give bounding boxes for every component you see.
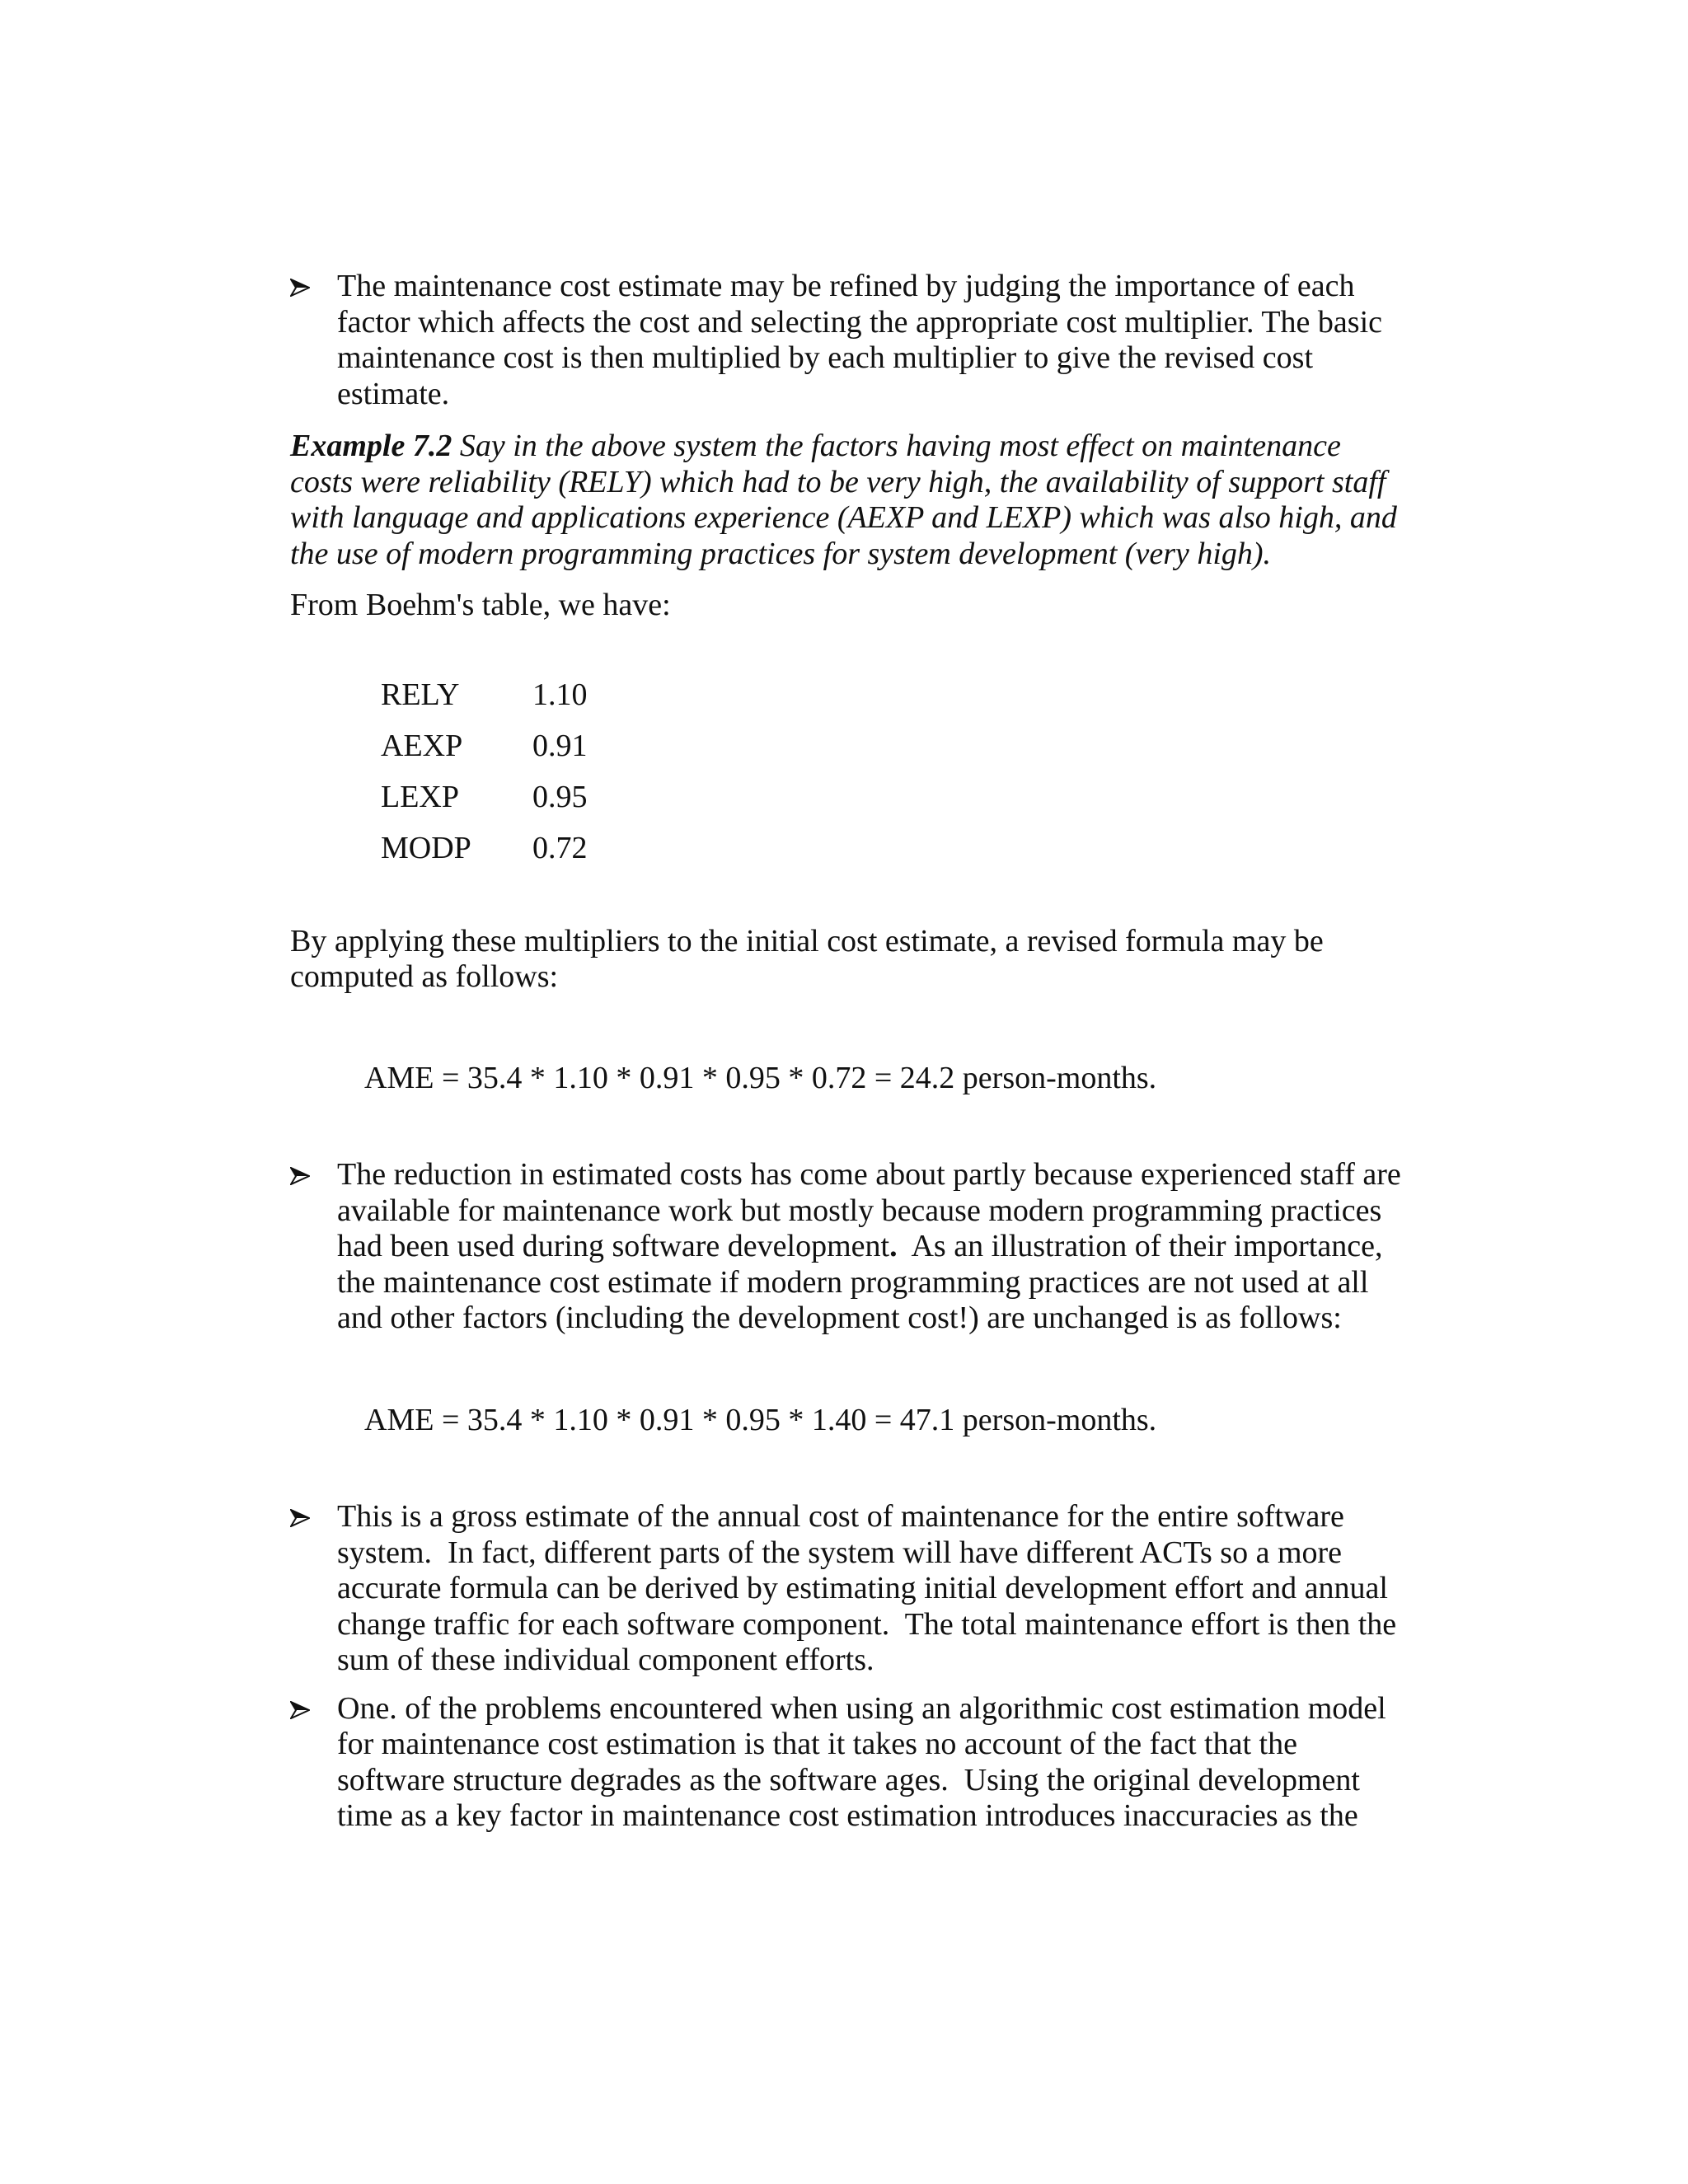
multiplier-value: 0.95 [532,779,588,814]
example-text: Say in the above system the factors having most effect on maintenance costs were reliability (RELY) which had to be very high, the availability of support staff with language and applications experience (AEXP and LEXP) which was also high, and the use of modern programming practices for system development (very high). [290,429,1397,571]
bullet-text [337,1157,1411,1337]
arrowhead-bullet-icon [290,1499,320,1527]
table-row [381,721,588,772]
formula-revised: AME = 35.4 * 1.10 * 0.91 * 0.95 * 0.72 = 24.2 person-months. [364,1060,1157,1095]
multiplier-value: 0.72 [532,830,588,865]
bullet-item-refine [290,269,1411,412]
bullet-text: The maintenance cost estimate may be refined by judging the importance of each factor which affects the cost and selecting the appropriate cost multiplier. The basic maintenance cost is then multiplied by each multiplier to give the revised cost estimate. [337,269,1382,411]
bullet-item-reduction [290,1157,1411,1337]
arrowhead-bullet-icon [290,1157,320,1185]
bullet-text-part2: As an illustration of their importance, the maintenance cost estimate if modern programming practices are not used at all and other factors (including the development cost!) are unchanged is as follows: [337,1229,1390,1335]
multiplier-name: AEXP [381,728,463,763]
arrowhead-bullet-icon [290,1691,320,1719]
multiplier-name: MODP [381,830,471,865]
bullet-text-part1: The reduction in estimated costs has come about partly because experienced staff are available for maintenance work but mostly because modern programming practices had been used during software development [337,1157,1401,1263]
table-row [381,670,588,721]
formula-no-modp: AME = 35.4 * 1.10 * 0.91 * 0.95 * 1.40 = 47.1 person-months. [364,1402,1157,1437]
bullet-item-problems [290,1691,1411,1835]
bullet-text: One. of the problems encountered when using an algorithmic cost estimation model for maintenance cost estimation is that it takes no account of the fact that the software structure degrades as the software ages. Using the original development time as a key factor in maintenance cost estimation introduces inaccuracies as the [337,1690,1395,1833]
applying-paragraph: By applying these multipliers to the initial cost estimate, a revised formula may be computed as follows: [290,923,1324,994]
bullet-text: This is a gross estimate of the annual cost of maintenance for the entire software system. In fact, different parts of the system will have different ACTs so a more accurate formula can be derived by estimating initial development effort and annual change traffic for each software component. The total maintenance effort is then the sum of these individual component efforts. [337,1499,1404,1677]
example-label: Example 7.2 [290,429,452,463]
from-table-text: From Boehm's table, we have: [290,588,671,622]
multiplier-value: 1.10 [532,677,588,712]
bullet-item-gross-estimate [290,1499,1411,1679]
multiplier-table [381,670,588,874]
multiplier-value: 0.91 [532,728,588,763]
table-row [381,772,588,823]
multiplier-name: RELY [381,677,460,712]
bold-period: . [889,1229,898,1263]
multiplier-name: LEXP [381,779,459,814]
page-content [290,269,1411,1835]
example-paragraph [290,429,1411,572]
table-row [381,823,588,874]
arrowhead-bullet-icon [290,269,320,297]
